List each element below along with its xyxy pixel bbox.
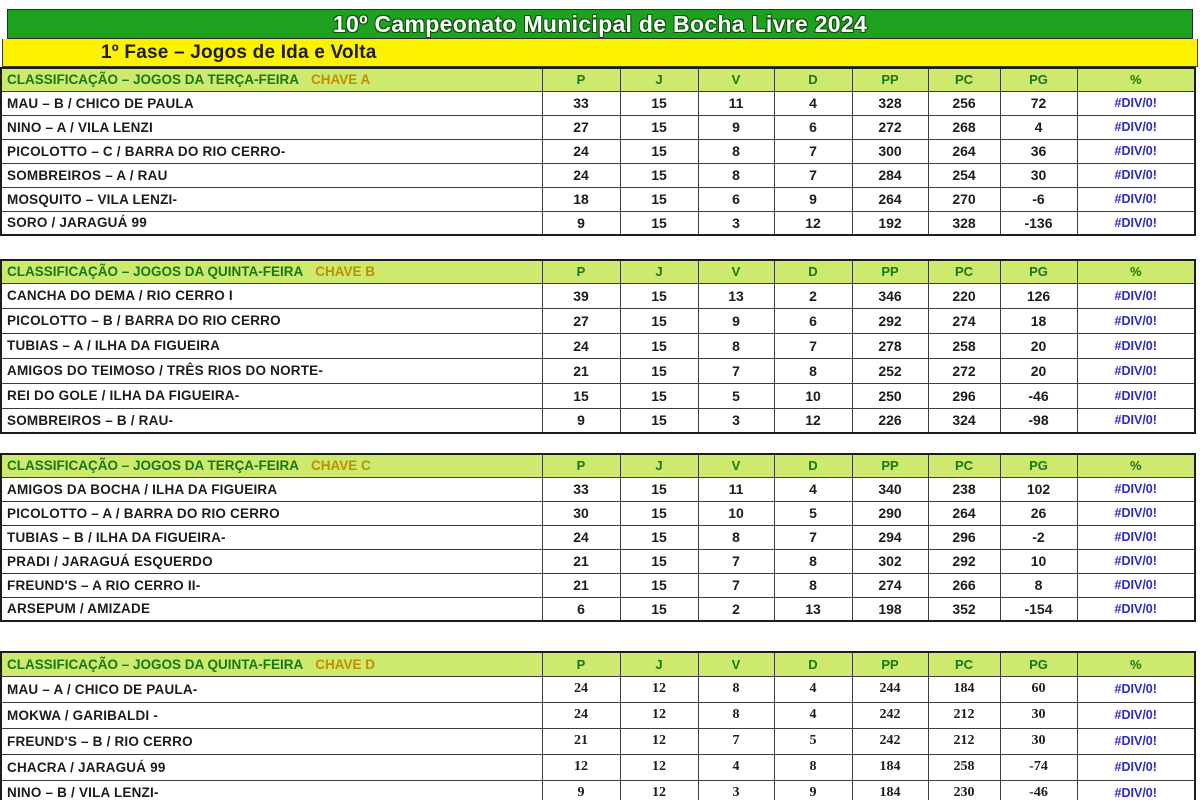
stat-cell-j: 12: [620, 676, 698, 702]
stat-cell-d: 6: [774, 115, 852, 139]
stat-cell-j: 12: [620, 702, 698, 728]
stat-cell-p: 24: [542, 139, 620, 163]
stat-cell-pp: 242: [852, 702, 928, 728]
team-name: MOKWA / GARIBALDI -: [1, 702, 542, 728]
stat-cell-pg: -46: [1000, 383, 1077, 408]
team-row: [1, 211, 1195, 235]
stat-cell-pg: 20: [1000, 333, 1077, 358]
column-header-p: P: [542, 260, 620, 283]
stat-cell-pc: 268: [928, 115, 1000, 139]
team-name: PRADI / JARAGUÁ ESQUERDO: [1, 549, 542, 573]
column-header-p: P: [542, 454, 620, 477]
div0-error-cell: #DIV/0!: [1077, 597, 1195, 621]
column-header-pg: PG: [1000, 454, 1077, 477]
chave-label: CHAVE D: [315, 656, 376, 672]
stat-cell-j: 15: [620, 187, 698, 211]
stat-cell-d: 9: [774, 780, 852, 800]
stat-cell-v: 3: [698, 780, 774, 800]
stat-cell-p: 21: [542, 573, 620, 597]
stat-cell-v: 7: [698, 549, 774, 573]
team-name: MAU – B / CHICO DE PAULA: [1, 91, 542, 115]
stat-cell-v: 11: [698, 91, 774, 115]
stat-cell-pp: 192: [852, 211, 928, 235]
div0-error-cell: #DIV/0!: [1077, 187, 1195, 211]
stat-cell-j: 12: [620, 780, 698, 800]
stat-cell-pp: 340: [852, 477, 928, 501]
column-header-pg: PG: [1000, 68, 1077, 91]
team-name: SOMBREIROS – A / RAU: [1, 163, 542, 187]
stat-cell-v: 8: [698, 163, 774, 187]
stat-cell-d: 8: [774, 549, 852, 573]
div0-error-cell: #DIV/0!: [1077, 308, 1195, 333]
stat-cell-d: 7: [774, 139, 852, 163]
column-header-j: J: [620, 652, 698, 676]
column-header-pc: PC: [928, 652, 1000, 676]
stat-cell-pp: 294: [852, 525, 928, 549]
stat-cell-pg: 10: [1000, 549, 1077, 573]
stat-cell-v: 7: [698, 573, 774, 597]
stat-cell-pc: 328: [928, 211, 1000, 235]
column-header-v: V: [698, 652, 774, 676]
team-name: SOMBREIROS – B / RAU-: [1, 408, 542, 433]
stat-cell-pp: 242: [852, 728, 928, 754]
stat-cell-d: 10: [774, 383, 852, 408]
stat-cell-pc: 324: [928, 408, 1000, 433]
stat-cell-d: 12: [774, 408, 852, 433]
stat-cell-p: 9: [542, 211, 620, 235]
stat-cell-j: 15: [620, 408, 698, 433]
championship-title: 10º Campeonato Municipal de Bocha Livre 2024: [332, 10, 868, 37]
stat-cell-d: 8: [774, 754, 852, 780]
stat-cell-pg: 26: [1000, 501, 1077, 525]
table-title: CLASSIFICAÇÃO – JOGOS DA TERÇA-FEIRA: [7, 72, 300, 88]
column-header-pp: PP: [852, 68, 928, 91]
team-row: [1, 676, 1195, 702]
stat-cell-pg: 30: [1000, 702, 1077, 728]
column-header-pc: PC: [928, 454, 1000, 477]
stat-cell-pc: 212: [928, 728, 1000, 754]
div0-error-cell: #DIV/0!: [1077, 549, 1195, 573]
div0-error-cell: #DIV/0!: [1077, 163, 1195, 187]
column-header-v: V: [698, 454, 774, 477]
stat-cell-v: 8: [698, 702, 774, 728]
column-header-v: V: [698, 68, 774, 91]
div0-error-cell: #DIV/0!: [1077, 728, 1195, 754]
stat-cell-pp: 244: [852, 676, 928, 702]
stat-cell-pc: 230: [928, 780, 1000, 800]
stat-cell-p: 15: [542, 383, 620, 408]
chave-label: CHAVE A: [311, 72, 371, 88]
stat-cell-pc: 238: [928, 477, 1000, 501]
stat-cell-d: 5: [774, 501, 852, 525]
table-header-row: [1, 454, 1195, 477]
stat-cell-j: 15: [620, 163, 698, 187]
stat-cell-p: 21: [542, 549, 620, 573]
stat-cell-p: 6: [542, 597, 620, 621]
stat-cell-d: 4: [774, 702, 852, 728]
stat-cell-pc: 272: [928, 358, 1000, 383]
stat-cell-p: 24: [542, 525, 620, 549]
stat-cell-d: 12: [774, 211, 852, 235]
stat-cell-d: 8: [774, 358, 852, 383]
stat-cell-d: 5: [774, 728, 852, 754]
stat-cell-pg: 102: [1000, 477, 1077, 501]
stat-cell-p: 21: [542, 728, 620, 754]
stat-cell-pp: 278: [852, 333, 928, 358]
stat-cell-pc: 220: [928, 283, 1000, 308]
stat-cell-v: 3: [698, 211, 774, 235]
table-title: CLASSIFICAÇÃO – JOGOS DA TERÇA-FEIRA: [7, 458, 300, 474]
stat-cell-d: 4: [774, 477, 852, 501]
stat-cell-pg: -136: [1000, 211, 1077, 235]
stat-cell-pc: 256: [928, 91, 1000, 115]
column-header-d: D: [774, 652, 852, 676]
stat-cell-pp: 292: [852, 308, 928, 333]
phase-subtitle-bar: [2, 39, 1198, 67]
stat-cell-pc: 296: [928, 383, 1000, 408]
classification-table-b: [0, 259, 1196, 434]
stat-cell-pg: -6: [1000, 187, 1077, 211]
team-name: NINO – B / VILA LENZI-: [1, 780, 542, 800]
team-name: MAU – A / CHICO DE PAULA-: [1, 676, 542, 702]
stat-cell-p: 27: [542, 308, 620, 333]
div0-error-cell: #DIV/0!: [1077, 408, 1195, 433]
div0-error-cell: #DIV/0!: [1077, 780, 1195, 800]
stat-cell-pp: 300: [852, 139, 928, 163]
stat-cell-v: 8: [698, 333, 774, 358]
stat-cell-pc: 258: [928, 754, 1000, 780]
stat-cell-pc: 270: [928, 187, 1000, 211]
div0-error-cell: #DIV/0!: [1077, 501, 1195, 525]
div0-error-cell: #DIV/0!: [1077, 676, 1195, 702]
stat-cell-v: 7: [698, 358, 774, 383]
stat-cell-p: 12: [542, 754, 620, 780]
stat-cell-j: 15: [620, 283, 698, 308]
column-header-j: J: [620, 454, 698, 477]
column-header-pct: %: [1077, 68, 1195, 91]
stat-cell-p: 24: [542, 333, 620, 358]
tables: [0, 67, 1200, 800]
team-row: [1, 187, 1195, 211]
stat-cell-j: 12: [620, 754, 698, 780]
stat-cell-pc: 352: [928, 597, 1000, 621]
stat-cell-j: 15: [620, 573, 698, 597]
stat-cell-d: 8: [774, 573, 852, 597]
table-title: CLASSIFICAÇÃO – JOGOS DA QUINTA-FEIRA: [7, 264, 304, 280]
stat-cell-j: 15: [620, 211, 698, 235]
stat-cell-pc: 266: [928, 573, 1000, 597]
column-header-pc: PC: [928, 68, 1000, 91]
team-row: [1, 477, 1195, 501]
table-title-cell: [1, 68, 542, 91]
classification-table-c: [0, 453, 1196, 622]
team-row: [1, 283, 1195, 308]
classification-table-a: [0, 67, 1196, 236]
stat-cell-pc: 258: [928, 333, 1000, 358]
team-row: [1, 333, 1195, 358]
stat-cell-j: 15: [620, 358, 698, 383]
table-header-row: [1, 652, 1195, 676]
team-row: [1, 525, 1195, 549]
team-row: [1, 597, 1195, 621]
column-header-pp: PP: [852, 454, 928, 477]
team-row: [1, 728, 1195, 754]
stat-cell-j: 15: [620, 501, 698, 525]
table-header-row: [1, 260, 1195, 283]
stat-cell-pc: 274: [928, 308, 1000, 333]
stat-cell-v: 9: [698, 115, 774, 139]
column-header-pct: %: [1077, 454, 1195, 477]
stat-cell-pc: 184: [928, 676, 1000, 702]
team-row: [1, 115, 1195, 139]
div0-error-cell: #DIV/0!: [1077, 333, 1195, 358]
team-row: [1, 163, 1195, 187]
team-row: [1, 408, 1195, 433]
team-row: [1, 139, 1195, 163]
stat-cell-p: 33: [542, 477, 620, 501]
team-name: CANCHA DO DEMA / RIO CERRO I: [1, 283, 542, 308]
stat-cell-pg: 30: [1000, 163, 1077, 187]
stat-cell-d: 7: [774, 333, 852, 358]
team-row: [1, 501, 1195, 525]
stat-cell-pg: 36: [1000, 139, 1077, 163]
stat-cell-pp: 184: [852, 780, 928, 800]
stat-cell-pp: 328: [852, 91, 928, 115]
table-title: CLASSIFICAÇÃO – JOGOS DA QUINTA-FEIRA: [7, 656, 304, 672]
stat-cell-j: 15: [620, 139, 698, 163]
div0-error-cell: #DIV/0!: [1077, 358, 1195, 383]
team-row: [1, 358, 1195, 383]
stat-cell-pc: 292: [928, 549, 1000, 573]
team-name: REI DO GOLE / ILHA DA FIGUEIRA-: [1, 383, 542, 408]
team-name: TUBIAS – B / ILHA DA FIGUEIRA-: [1, 525, 542, 549]
stat-cell-pp: 284: [852, 163, 928, 187]
stat-cell-d: 4: [774, 91, 852, 115]
stat-cell-pp: 346: [852, 283, 928, 308]
column-header-d: D: [774, 454, 852, 477]
team-row: [1, 91, 1195, 115]
team-name: SORO / JARAGUÁ 99: [1, 211, 542, 235]
stat-cell-pp: 264: [852, 187, 928, 211]
stat-cell-p: 9: [542, 780, 620, 800]
stat-cell-p: 21: [542, 358, 620, 383]
column-header-d: D: [774, 260, 852, 283]
team-row: [1, 549, 1195, 573]
phase-subtitle: 1º Fase – Jogos de Ida e Volta: [101, 41, 377, 63]
table-header-row: [1, 68, 1195, 91]
team-name: AMIGOS DO TEIMOSO / TRÊS RIOS DO NORTE-: [1, 358, 542, 383]
stat-cell-pc: 264: [928, 501, 1000, 525]
stat-cell-pc: 254: [928, 163, 1000, 187]
stat-cell-d: 13: [774, 597, 852, 621]
stat-cell-j: 15: [620, 115, 698, 139]
stat-cell-j: 15: [620, 91, 698, 115]
stat-cell-pp: 274: [852, 573, 928, 597]
stat-cell-pp: 184: [852, 754, 928, 780]
chave-label: CHAVE B: [315, 264, 376, 280]
team-name: CHACRA / JARAGUÁ 99: [1, 754, 542, 780]
championship-title-bar: [7, 9, 1193, 39]
stat-cell-pp: 272: [852, 115, 928, 139]
stat-cell-d: 4: [774, 676, 852, 702]
stat-cell-v: 8: [698, 676, 774, 702]
column-header-pp: PP: [852, 652, 928, 676]
div0-error-cell: #DIV/0!: [1077, 211, 1195, 235]
stat-cell-pp: 226: [852, 408, 928, 433]
stat-cell-p: 24: [542, 702, 620, 728]
div0-error-cell: #DIV/0!: [1077, 754, 1195, 780]
column-header-d: D: [774, 68, 852, 91]
column-header-pct: %: [1077, 260, 1195, 283]
stat-cell-pg: 8: [1000, 573, 1077, 597]
team-row: [1, 780, 1195, 800]
stat-cell-v: 2: [698, 597, 774, 621]
stat-cell-d: 9: [774, 187, 852, 211]
column-header-pc: PC: [928, 260, 1000, 283]
stat-cell-v: 5: [698, 383, 774, 408]
stat-cell-j: 15: [620, 333, 698, 358]
stat-cell-v: 10: [698, 501, 774, 525]
stat-cell-pc: 264: [928, 139, 1000, 163]
stat-cell-p: 18: [542, 187, 620, 211]
stat-cell-pg: -74: [1000, 754, 1077, 780]
column-header-pp: PP: [852, 260, 928, 283]
column-header-pg: PG: [1000, 652, 1077, 676]
stat-cell-j: 15: [620, 477, 698, 501]
stat-cell-pg: -46: [1000, 780, 1077, 800]
div0-error-cell: #DIV/0!: [1077, 91, 1195, 115]
column-header-j: J: [620, 260, 698, 283]
stat-cell-pg: 60: [1000, 676, 1077, 702]
stat-cell-p: 39: [542, 283, 620, 308]
stat-cell-v: 6: [698, 187, 774, 211]
team-name: FREUND'S – B / RIO CERRO: [1, 728, 542, 754]
team-name: AMIGOS DA BOCHA / ILHA DA FIGUEIRA: [1, 477, 542, 501]
team-name: PICOLOTTO – B / BARRA DO RIO CERRO: [1, 308, 542, 333]
chave-label: CHAVE C: [311, 458, 371, 474]
column-header-p: P: [542, 652, 620, 676]
stat-cell-v: 7: [698, 728, 774, 754]
table-title-cell: [1, 652, 542, 676]
stat-cell-pg: -154: [1000, 597, 1077, 621]
stat-cell-pp: 252: [852, 358, 928, 383]
stat-cell-v: 9: [698, 308, 774, 333]
stat-cell-p: 30: [542, 501, 620, 525]
column-header-p: P: [542, 68, 620, 91]
column-header-pg: PG: [1000, 260, 1077, 283]
stat-cell-j: 15: [620, 308, 698, 333]
div0-error-cell: #DIV/0!: [1077, 115, 1195, 139]
team-name: TUBIAS – A / ILHA DA FIGUEIRA: [1, 333, 542, 358]
stat-cell-d: 7: [774, 525, 852, 549]
stat-cell-pp: 250: [852, 383, 928, 408]
team-name: FREUND'S – A RIO CERRO II-: [1, 573, 542, 597]
stat-cell-pg: -98: [1000, 408, 1077, 433]
stat-cell-pp: 290: [852, 501, 928, 525]
team-name: PICOLOTTO – C / BARRA DO RIO CERRO-: [1, 139, 542, 163]
team-name: ARSEPUM / AMIZADE: [1, 597, 542, 621]
stat-cell-p: 24: [542, 163, 620, 187]
table-title-cell: [1, 454, 542, 477]
stat-cell-pp: 198: [852, 597, 928, 621]
stat-cell-j: 15: [620, 597, 698, 621]
stat-cell-d: 7: [774, 163, 852, 187]
stat-cell-pg: -2: [1000, 525, 1077, 549]
stat-cell-pp: 302: [852, 549, 928, 573]
column-header-v: V: [698, 260, 774, 283]
stat-cell-pc: 296: [928, 525, 1000, 549]
team-name: NINO – A / VILA LENZI: [1, 115, 542, 139]
team-name: PICOLOTTO – A / BARRA DO RIO CERRO: [1, 501, 542, 525]
team-row: [1, 754, 1195, 780]
stat-cell-j: 15: [620, 383, 698, 408]
stat-cell-p: 9: [542, 408, 620, 433]
stat-cell-pg: 126: [1000, 283, 1077, 308]
stat-cell-pg: 20: [1000, 358, 1077, 383]
stat-cell-v: 4: [698, 754, 774, 780]
stat-cell-v: 13: [698, 283, 774, 308]
team-row: [1, 383, 1195, 408]
team-row: [1, 573, 1195, 597]
column-header-j: J: [620, 68, 698, 91]
div0-error-cell: #DIV/0!: [1077, 477, 1195, 501]
stat-cell-p: 27: [542, 115, 620, 139]
stat-cell-p: 33: [542, 91, 620, 115]
team-row: [1, 308, 1195, 333]
stat-cell-j: 12: [620, 728, 698, 754]
table-title-cell: [1, 260, 542, 283]
stat-cell-j: 15: [620, 549, 698, 573]
team-row: [1, 702, 1195, 728]
stat-cell-v: 8: [698, 139, 774, 163]
stat-cell-pg: 72: [1000, 91, 1077, 115]
stat-cell-pg: 18: [1000, 308, 1077, 333]
div0-error-cell: #DIV/0!: [1077, 283, 1195, 308]
classification-table-d: [0, 651, 1196, 800]
div0-error-cell: #DIV/0!: [1077, 702, 1195, 728]
team-name: MOSQUITO – VILA LENZI-: [1, 187, 542, 211]
stat-cell-pg: 4: [1000, 115, 1077, 139]
column-header-pct: %: [1077, 652, 1195, 676]
stat-cell-v: 11: [698, 477, 774, 501]
div0-error-cell: #DIV/0!: [1077, 573, 1195, 597]
stat-cell-v: 8: [698, 525, 774, 549]
div0-error-cell: #DIV/0!: [1077, 383, 1195, 408]
stat-cell-j: 15: [620, 525, 698, 549]
div0-error-cell: #DIV/0!: [1077, 139, 1195, 163]
stat-cell-v: 3: [698, 408, 774, 433]
stat-cell-pc: 212: [928, 702, 1000, 728]
stat-cell-pg: 30: [1000, 728, 1077, 754]
stat-cell-p: 24: [542, 676, 620, 702]
stat-cell-d: 2: [774, 283, 852, 308]
div0-error-cell: #DIV/0!: [1077, 525, 1195, 549]
stat-cell-d: 6: [774, 308, 852, 333]
